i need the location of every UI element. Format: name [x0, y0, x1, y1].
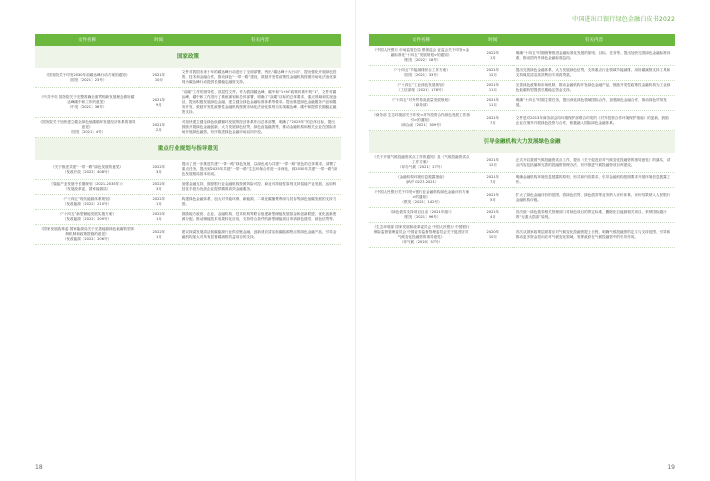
content-cell-text: 构建绿色金融体系，加大对节能环保、新能源、二氧化碳捕集利用与封存等绿色低碳发展的支持力度。 — [181, 197, 337, 206]
content-cell-text: 鼓励地方政府、企业、金融机构、技术机构等联合组建新型储能发展基金和创新联盟，优化创新资源分配。推动储能技术成果转化应用，支持符合条件的新型储能项目申请绿色债券、绿色信贷等。 — [181, 212, 337, 221]
content-cell — [179, 118, 341, 138]
page-number-left: 18 — [35, 464, 43, 471]
doc-name-cell-text: 《“十四五”对外贸易高质量发展规划》 （商务部） — [390, 98, 452, 107]
content-cell — [179, 88, 341, 118]
content-cell-text: 对加快建立健全绿色低碳循环发展的经济体系作出总体部署，明确了“2025年”的总体目标，提出鼓励开展绿色金融创新，大力发展绿色信贷、绿色直接融资等，推动金融机构和相关企业在国际市场开展绿色融资，有序推进绿色金融市场双向开放。 — [181, 120, 337, 134]
date-cell — [473, 188, 513, 208]
doc-name-cell-text: 《中共中央 国务院关于完整准确全面贯彻新发展理念做好碳达峰碳中和工作的意见》 （中发〔2021〕36号） — [39, 95, 135, 109]
doc-name-cell — [35, 160, 139, 180]
date-cell-text: 2021年 9月 — [152, 97, 166, 107]
content-cell-text: 首次统一绿色债券相关管理部门对绿色项目的界定标准，删除化石能源相关项目，采纳国际通行的“无重大损害”原则。 — [515, 210, 667, 219]
doc-name-cell-text: 《金融机构环境信息披露指南》 （JR/T 0227-2021） — [395, 175, 447, 184]
date-cell — [473, 66, 513, 81]
table-row — [35, 225, 341, 245]
date-cell-text: 2021年 4月 — [486, 210, 500, 219]
content-cell-text: 首次从国家政策层面将应对气候变化投融资提上日程，明确气候投融资的定义与支持范围，引导和推动更多资金投向应对气候变化领域，发挥政府在气候投融资中的引导作用。 — [515, 230, 671, 239]
doc-name-cell — [369, 96, 473, 111]
content-cell — [179, 160, 341, 180]
doc-name-cell — [35, 225, 139, 245]
content-cell-text: 加强金融支持，鼓励银行业金融机构按照风险可控、商业可持续性原则支持氢能产业发展，运用科技化手段为优质企业提供精准高效金融服务。 — [181, 182, 337, 191]
table-row — [35, 118, 341, 138]
section-row — [35, 138, 341, 161]
date-cell — [139, 160, 179, 180]
content-cell-text: 明确金融机构环境信息披露的原则、形式和内容要求，引导金融机构按照要求开展环境信息披露工作。 — [515, 175, 671, 184]
table-row — [369, 66, 675, 81]
doc-name-cell-text: 《中国人民银行 市场监管总局 银保监会 证监会关于印发<金融标准化“十四五”发展规划>的通知》 （银发〔2022〕18号） — [372, 48, 470, 62]
doc-name-cell — [369, 188, 473, 208]
date-cell — [139, 118, 179, 138]
right-page — [355, 0, 710, 481]
running-title: 中国进出口银行绿色金融白皮书2022 — [572, 16, 675, 23]
table-row — [35, 180, 341, 195]
doc-name-cell — [35, 68, 139, 88]
content-cell-text: 完善绿色政策和市场机制，推动金融机构开发绿色金融产品，鼓励开发性政策性金融机构为工业绿色低碳转型提供长期稳定资金支持。 — [515, 83, 671, 92]
date-cell-text: 2021年 11月 — [486, 98, 500, 107]
header-name: 文件名称 — [369, 34, 473, 46]
section-title: 国家政策 — [35, 46, 341, 68]
header-content: 有关内容 — [513, 34, 675, 46]
date-cell-text: 2021年 5月 — [486, 192, 500, 202]
date-cell-text: 2021年 12月 — [486, 68, 500, 77]
table-header-row — [35, 34, 341, 46]
doc-name-cell — [35, 210, 139, 225]
date-cell — [139, 210, 179, 225]
content-cell — [179, 180, 341, 195]
content-cell-text: 建议探索发展清洁低碳能源行业供应链金融，创新适应清洁低碳能源特点的绿色金融产品，引导金融机构加大对具有显著碳减排效益项目的支持。 — [181, 229, 337, 239]
header-name: 文件名称 — [35, 34, 139, 46]
content-cell-text: 提出完善绿色金融体系，大力发展绿色信贷，支持重点行业领域节能减排，用好碳减排支持工具和支持煤炭清洁高效利用专项再贷款。 — [515, 68, 671, 77]
table-row — [369, 46, 675, 66]
doc-name-cell — [369, 111, 473, 131]
date-cell-text: 2022年 1月 — [486, 50, 500, 60]
table-row — [35, 160, 341, 180]
table-row — [369, 153, 675, 173]
header-date: 时间 — [139, 34, 179, 46]
section-row — [369, 131, 675, 154]
date-cell-text: 2021年 7月 — [486, 175, 500, 184]
table-row — [369, 81, 675, 96]
content-cell — [513, 111, 675, 131]
doc-name-cell-text: 《关于推进共建“一带一路”绿色发展的意见》 （发改开放〔2022〕408号） — [51, 164, 124, 174]
doc-name-cell — [369, 46, 473, 66]
content-cell-text: 文件对我国未来十年的碳达峰行动进行了全面部署，列出“碳达峰十大行动”，提出强化开展绿色投资、技术和金融合作，推动绿色“一带一路”建设，鼓励开发性政策性金融机构按照市场化法治化原则为碳达峰行动提供长期稳定融资支持。 — [181, 70, 337, 84]
doc-name-cell-text: 《绿色债券支持项目目录（2021年版）》 （银发〔2021〕96号） — [388, 210, 454, 219]
doc-name-cell — [35, 118, 139, 138]
content-cell — [513, 46, 675, 66]
date-cell-text: 2021年 11月 — [486, 83, 500, 92]
doc-name-cell-text: 《“十四五”新型储能发展实施方案》 （发改能源〔2022〕209号） — [58, 212, 116, 221]
doc-name-cell-text: 《“十四五”工业绿色发展规划》 （工信部规〔2021〕178号） — [395, 83, 447, 92]
doc-name-cell-text: 《国务院关于加快建立健全绿色低碳循环发展经济体系的指导意见》 （国发〔2021〕4号） — [38, 120, 136, 134]
content-cell-text: 扩大了绿色金融评价的范围，将绿色信贷、绿色债券等业务纳入评价体系，评价结果纳入人民银行金融机构评级。 — [515, 192, 671, 202]
content-cell-text: 正式开启我国气候投融资试点工作，提出《关于促进应对气候变化投融资的指导意见》的落实，试点内容包括编制完善的投融资管理办法，有序推进气候投融资项目库建设。 — [515, 157, 671, 167]
date-cell-text: 2022年 3月 — [152, 164, 166, 174]
date-cell — [473, 208, 513, 223]
date-cell-text: 2021年 10月 — [152, 72, 166, 82]
content-cell-text: 文件是对2013年商务部会同环境保护部联合印发的《对外投资合作环境保护指南》的更新，鼓励企业在境外开展绿色投资与合作，积极融入国际绿色金融体系。 — [515, 115, 669, 125]
table-row — [369, 188, 675, 208]
content-cell — [513, 96, 675, 111]
date-cell — [139, 225, 179, 245]
content-cell — [179, 210, 341, 225]
date-cell-text: 2021年 2月 — [152, 122, 166, 132]
content-cell-text: 明确“十四五”时期主要任务，提出深化绿色领域国际合作，加强绿色金融合作，推动绿色贸易发展。 — [515, 98, 667, 107]
date-cell — [473, 111, 513, 131]
date-cell — [473, 153, 513, 173]
doc-name-cell-text: 《氢能产业发展中长期规划（2021-2035年）》 （发展改革委、国家能源局） — [49, 182, 125, 191]
content-cell — [513, 81, 675, 96]
doc-name-cell-text: 《国务院关于印发2030年前碳达峰行动方案的通知》 （国发〔2021〕23号） — [44, 72, 130, 82]
content-cell — [513, 66, 675, 81]
header-date: 时间 — [473, 34, 513, 46]
doc-name-cell — [35, 195, 139, 210]
table-header-row — [369, 34, 675, 46]
table-row — [35, 210, 341, 225]
date-cell-text: 2022年 1月 — [152, 229, 166, 239]
content-cell — [513, 153, 675, 173]
date-cell — [473, 223, 513, 248]
doc-name-cell-text: 《国家发展改革委 国家能源局关于完善能源绿色低碳转型体制机制和政策措施的意见》 （发改能源〔2022〕206号） — [39, 227, 135, 241]
header-content: 有关内容 — [179, 34, 341, 46]
doc-name-cell-text: 《中国人民银行关于印发<银行业金融机构绿色金融评价方案>的通知》 （银发〔2021〕142号） — [372, 190, 470, 204]
date-cell-text: 2022年 1月 — [152, 197, 166, 206]
doc-name-cell-text: 《“十四五”节能减排综合工作方案》 （国发〔2021〕33号） — [392, 68, 450, 77]
content-cell-text: 提出了进一步推进共建“一带一路”绿色发展，以绿色成为共建“一带一路”底色的总体要求，部署了重点任务，提出到2025年共建“一带一路”生态环保合作进一步深化，到2030年共建“一带一路”绿色发展格局基本形成。 — [181, 162, 337, 176]
content-cell — [513, 208, 675, 223]
content-cell — [513, 188, 675, 208]
doc-name-cell-text: 《关于开展气候投融资试点工作的通知》及《气候投融资试点工作方案》 （环办气候〔2021〕27号） — [372, 155, 470, 169]
date-cell — [139, 195, 179, 210]
doc-name-cell — [369, 223, 473, 248]
content-cell — [179, 225, 341, 245]
date-cell — [139, 180, 179, 195]
date-cell-text: 2022年 3月 — [152, 182, 166, 191]
page-number-right: 19 — [667, 464, 675, 471]
date-cell — [473, 46, 513, 66]
date-cell — [473, 173, 513, 188]
content-cell — [179, 68, 341, 88]
content-cell — [513, 173, 675, 188]
date-cell-text: 2020年 10月 — [486, 230, 500, 239]
doc-name-cell — [369, 66, 473, 81]
doc-name-cell — [369, 81, 473, 96]
date-cell — [139, 88, 179, 118]
content-cell — [513, 223, 675, 248]
table-row — [35, 68, 341, 88]
table-row — [369, 223, 675, 248]
doc-name-cell — [35, 88, 139, 118]
content-cell — [179, 195, 341, 210]
table-row — [35, 195, 341, 210]
date-cell-text: 2022年 1月 — [152, 212, 166, 221]
policy-table-right — [369, 34, 675, 248]
table-row — [369, 111, 675, 131]
doc-name-cell — [369, 208, 473, 223]
section-row — [35, 46, 341, 68]
section-title: 引导金融机构大力发展绿色金融 — [369, 131, 675, 154]
date-cell — [473, 96, 513, 111]
content-cell-text: 明确“十四五”时期统筹推进金融标准化发展的原则、目标、任务等。提出加快完善绿色金融标准体系，推动国内外绿色金融标准趋同。 — [515, 50, 671, 60]
doc-name-cell — [35, 180, 139, 195]
table-row — [369, 208, 675, 223]
table-row — [369, 96, 675, 111]
date-cell — [139, 68, 179, 88]
policy-table-left — [35, 34, 341, 245]
date-cell-text: 2021年 12月 — [486, 157, 500, 167]
section-title: 重点行业规划与指导意见 — [35, 138, 341, 161]
doc-name-cell-text: 《生态环境部 国家发展和改革委员会 中国人民银行 中国银行保险监督管理委员会 中国证券监督管理委员会关于促进应对气候变化投融资的指导意见》 （环气候〔2020〕57号） — [372, 225, 470, 244]
doc-name-cell — [369, 153, 473, 173]
doc-name-cell-text: 《商务部 生态环境部关于印发<对外投资合作绿色发展工作指引>的通知》 （商合函〔2021〕309号） — [372, 113, 470, 127]
date-cell-text: 2021年 7月 — [486, 115, 500, 125]
table-row — [369, 173, 675, 188]
doc-name-cell — [369, 173, 473, 188]
date-cell — [473, 81, 513, 96]
table-row — [35, 88, 341, 118]
doc-name-cell-text: 《“十四五”现代能源体系规划》 （发改能源〔2022〕210号） — [61, 197, 113, 206]
content-cell-text: “双碳”工作的指导性、顶层性文件。作为我国碳达峰、碳中和“1+N”政策体系中的“1”，文件对碳达峰、碳中和工作进行了系统谋划和总体部署，明确了“双碳”目标的总体要求、重点领域和实现途径，提出积极发展绿色金融，建立健全绿色金融标准体系等要求。提出推进绿色金融服务产品和服务开发，鼓励开发性政策性金融机构按照市场化法治化原则为实现碳达峰、碳中和提供长期稳定融资支持。 — [181, 90, 337, 114]
